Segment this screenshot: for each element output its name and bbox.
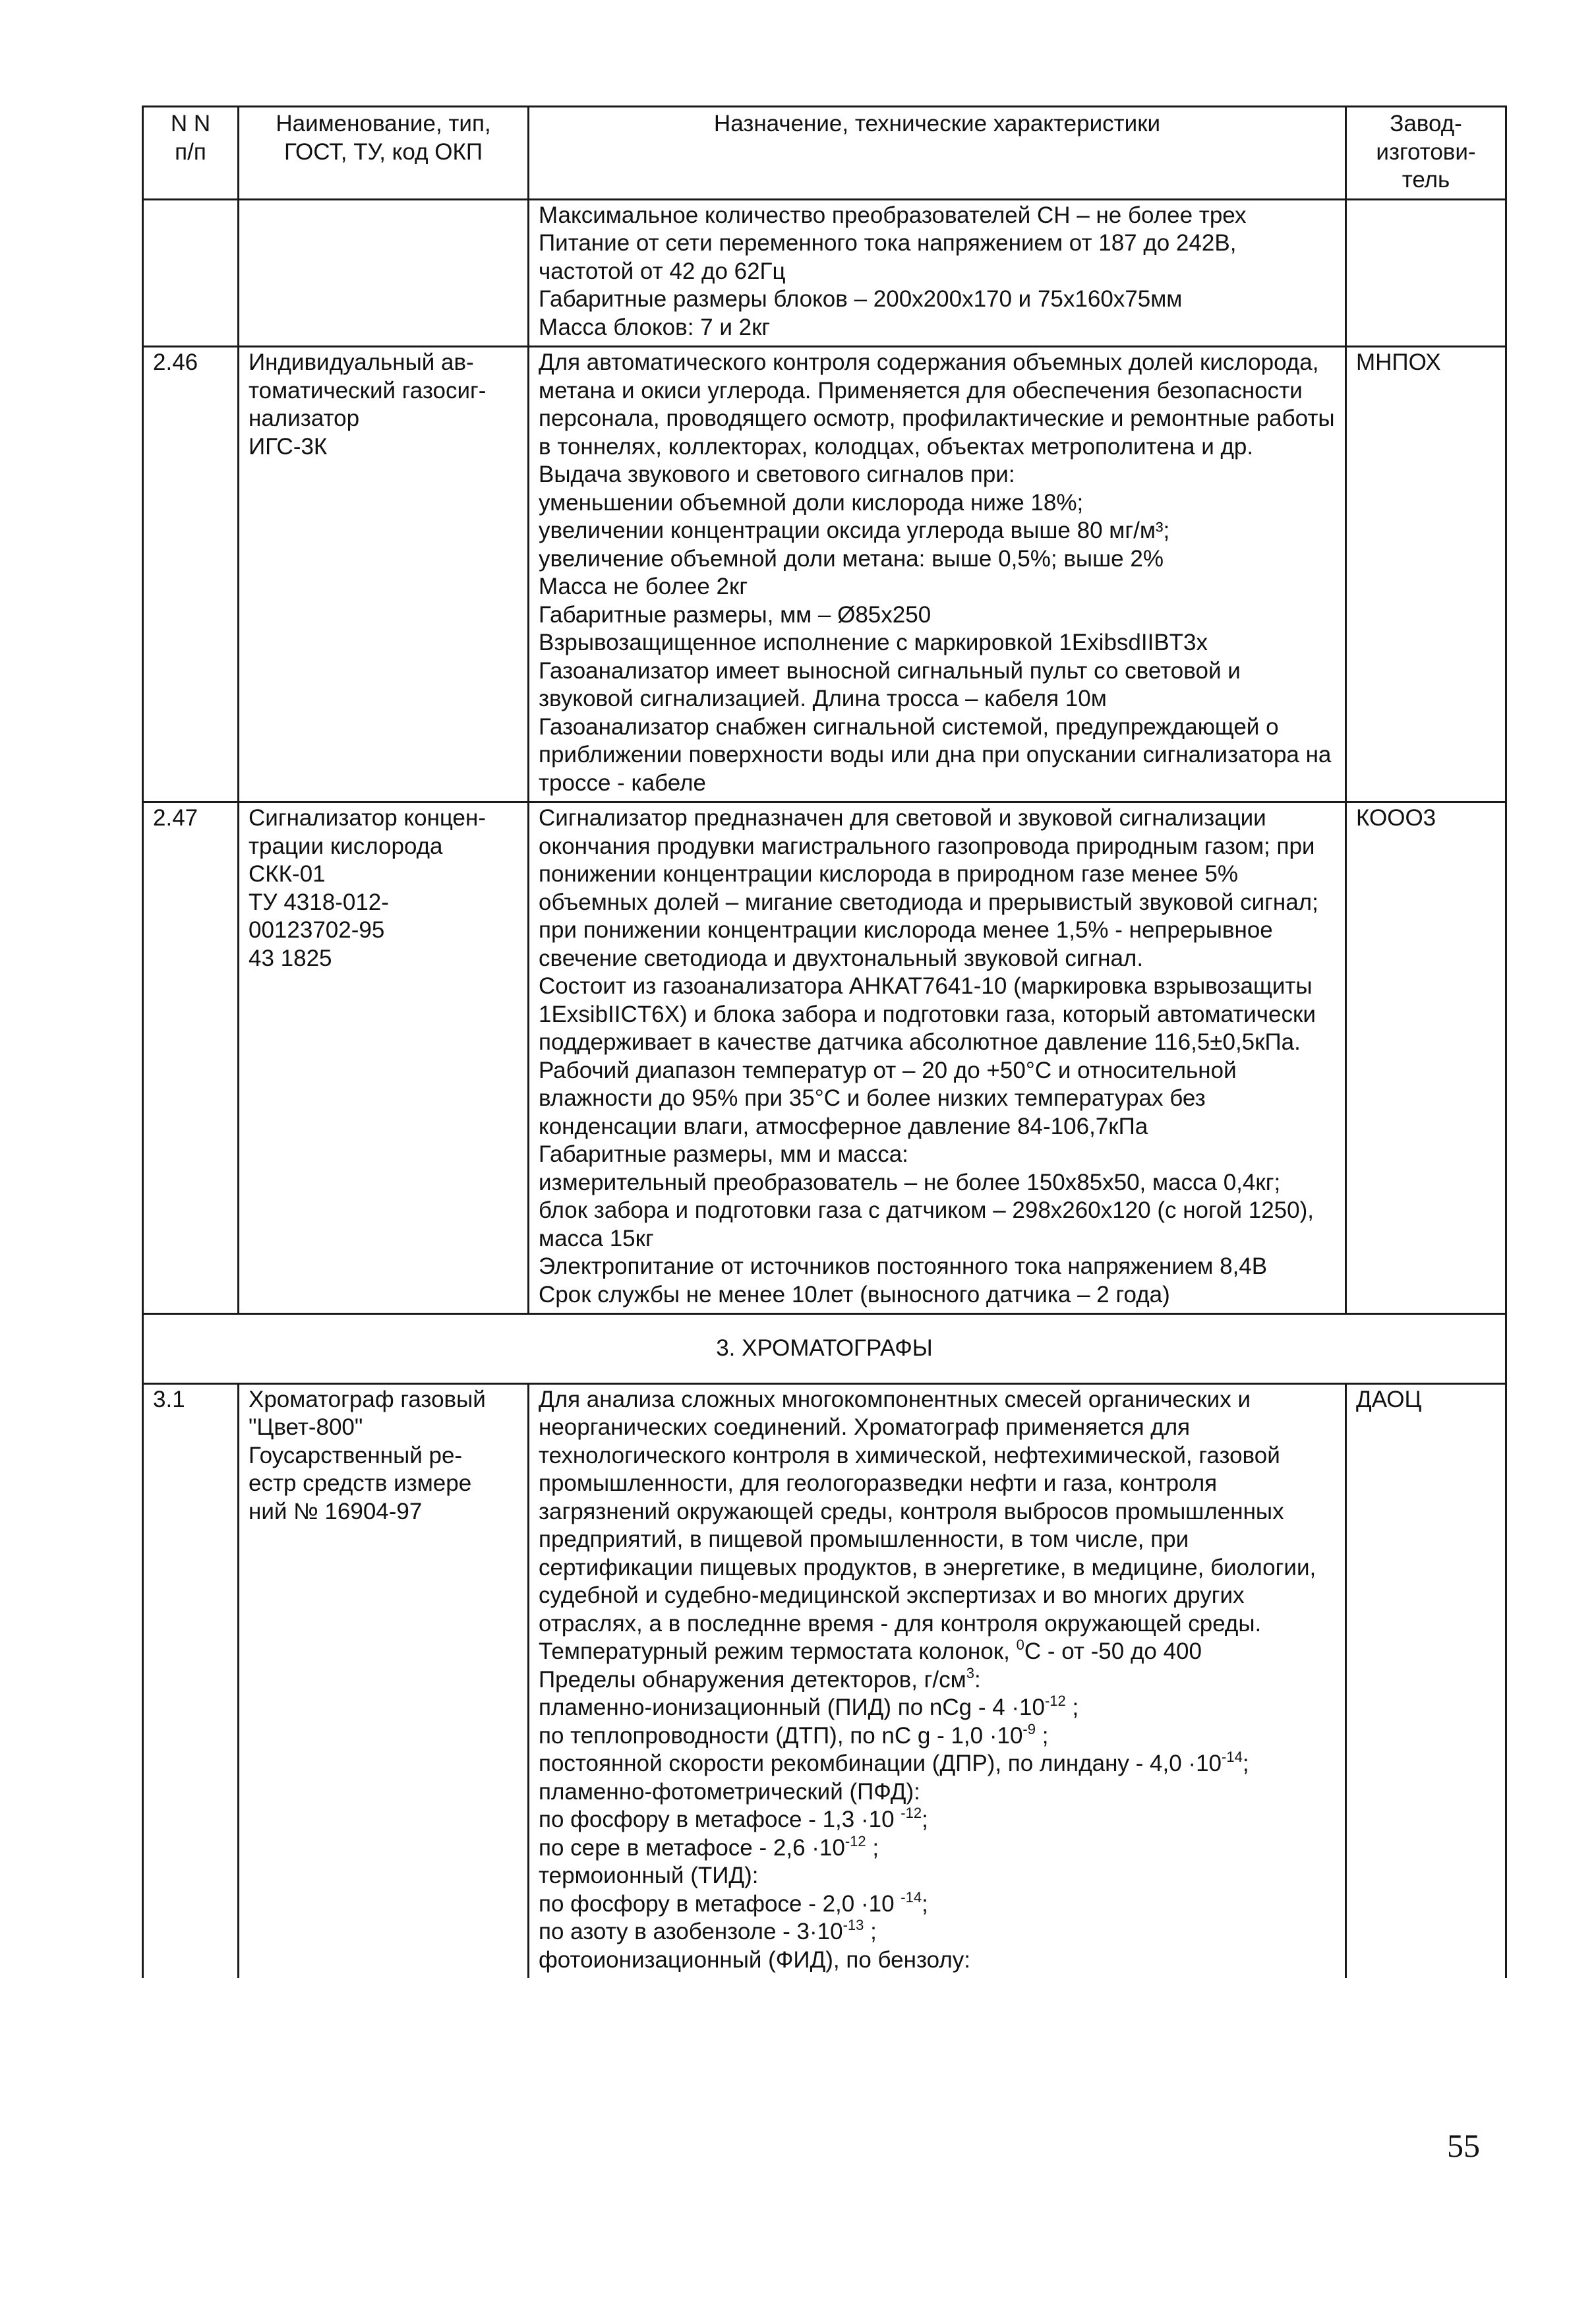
section-title: 3. ХРОМАТОГРАФЫ bbox=[143, 1314, 1506, 1384]
row-name: Хроматограф газовый "Цвет-800" Гоусарственный ре- естр средств измере ний № 16904-97 bbox=[239, 1383, 529, 1978]
page-number: 55 bbox=[1447, 2127, 1480, 2164]
table-row-3-1 bbox=[143, 1383, 1506, 1978]
header-manufacturer: Завод- изготови- тель bbox=[1346, 107, 1506, 200]
continuation-row bbox=[143, 199, 1506, 347]
header-purpose: Назначение, технические характеристики bbox=[529, 107, 1346, 200]
row-specs: Для анализа сложных многокомпонентных смесей органических и неорганических соединений. Хроматограф применяется для технологического контроля в химической, нефтехимической, газовой промышленности, для геологоразведки нефти и газа, контроля загрязнений окружающей среды, контроля выбросов промышленных предприятий, в пищевой промышленности, в том числе, при сертификации пищевых продуктов, в энергетике, в медицине, биологии, судебной и судебно-медицинской экспертизах и во многих других отраслях, а в последнне время - для контроля окружающей среды. Температурный режим термостата колонок, $^0$С - от -50 до 400 Пределы обнаружения детекторов, $г/см^3$: пламенно-ионизационный (ПИД) по nCg - $4 \cdot 10^{-12}$ ; по теплопроводности (ДТП), по nC $g - 1,0 \cdot 10^{-9}$ ; постоянной скорости рекомбинации (ДПР), по линдану - $4,0 \cdot 10^{-14}$; пламенно-фотометрический (ПФД): по фосфору в метафосе - 1,3 ·10 $^{-12}$; по сере в метафосе - $2,6 \cdot 10^{-12}$ ; термоионный (ТИД): по фосфору в метафосе - 2,0 ·10 $^{-14}$; по азоту в азобензоле - $3\cdot 10^{-13}$ ; фотоионизационный (ФИД), по бензолу: bbox=[529, 1383, 1346, 1978]
row-specs: Для автоматического контроля содержания объемных долей кислорода, метана и окиси углерода. Применяется для обеспечения безопасности персонала, проводящего осмотр, профилактические и ремонтные работы в тоннелях, коллекторах, колодцах, объектах метрополитена и др. Выдача звукового и светового сигналов при: уменьшении объемной доли кислорода ниже 18%; увеличении концентрации оксида углерода выше 80 мг/м³; увеличение объемной доли метана: выше 0,5%; выше 2% Масса не более 2кг Габаритные размеры, мм – Ø85х250 Взрывозащищенное исполнение с маркировкой 1ExibsdIIBT3х Газоанализатор имеет выносной сигнальный пульт со световой и звуковой сигнализацией. Длина тросса – кабеля 10м Газоанализатор снабжен сигнальной системой, предупреждающей о приближении поверхности воды или дна при опускании сигнализатора на троссе - кабеле bbox=[529, 347, 1346, 802]
header-name: Наименование, тип, ГОСТ, ТУ, код ОКП bbox=[239, 107, 529, 200]
specifications-table bbox=[142, 105, 1507, 1978]
header-number: N N п/п bbox=[143, 107, 239, 200]
continuation-specs: Максимальное количество преобразователей СН – не более трех Питание от сети переменного тока напряжением от 187 до 242В, частотой от 42 до 62Гц Габаритные размеры блоков – 200х200х170 и 75х160х75мм Масса блоков: 7 и 2кг bbox=[529, 199, 1346, 347]
row-specs: Сигнализатор предназначен для световой и звуковой сигнализации окончания продувки магистрального газопровода природным газом; при понижении концентрации кислорода в природном газе менее 5% объемных долей – мигание светодиода и прерывистый звуковой сигнал; при понижении концентрации кислорода менее 1,5% - непрерывное свечение светодиода и двухтональный звуковой сигнал. Состоит из газоанализатора АНКАТ7641-10 (маркировка взрывозащиты 1ExsibIICT6X) и блока забора и подготовки газа, который автоматически поддерживает в качестве датчика абсолютное давление 116,5±0,5кПа. Рабочий диапазон температур от – 20 до +50°С и относительной влажности до 95% при 35°С и более низких температурах без конденсации влаги, атмосферное давление 84-106,7кПа Габаритные размеры, мм и масса: измерительный преобразователь – не более 150х85х50, масса 0,4кг; блок забора и подготовки газа с датчиком – 298х260х120 (с ногой 1250), масса 15кг Электропитание от источников постоянного тока напряжением 8,4В Срок службы не менее 10лет (выносного датчика – 2 года) bbox=[529, 802, 1346, 1314]
row-name: Сигнализатор концен- трации кислорода СКК-01 ТУ 4318-012- 00123702-95 43 1825 bbox=[239, 802, 529, 1314]
row-manufacturer: ДАОЦ bbox=[1346, 1383, 1506, 1978]
table-row-2-46 bbox=[143, 347, 1506, 802]
row-number: 2.46 bbox=[143, 347, 239, 802]
row-number: 2.47 bbox=[143, 802, 239, 1314]
row-manufacturer: КООО3 bbox=[1346, 802, 1506, 1314]
row-name: Индивидуальный ав- томатический газосиг- нализатор ИГС-3К bbox=[239, 347, 529, 802]
table-row-2-47 bbox=[143, 802, 1506, 1314]
row-number: 3.1 bbox=[143, 1383, 239, 1978]
table-header-row bbox=[143, 107, 1506, 200]
section-heading-row bbox=[143, 1314, 1506, 1384]
row-manufacturer: МНПОХ bbox=[1346, 347, 1506, 802]
